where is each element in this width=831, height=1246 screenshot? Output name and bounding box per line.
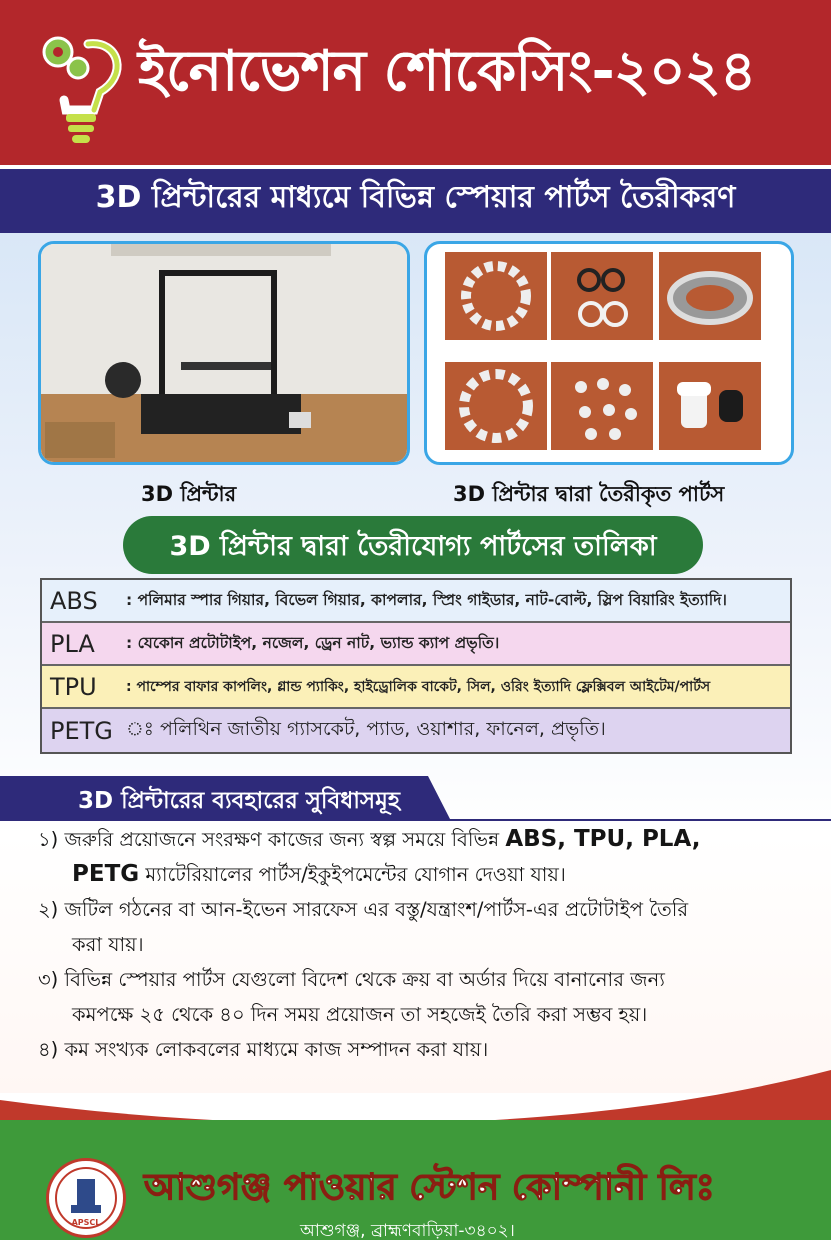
- benefit-1-line-1: [38, 822, 813, 857]
- seal-label: APSCL: [71, 1218, 101, 1227]
- benefit-materials: ABS, TPU, PLA,: [505, 826, 701, 852]
- benefits-title: 3D প্রিন্টারের ব্যবহারের সুবিধাসমূহ: [78, 788, 400, 814]
- sprocket-part-tile: [445, 362, 547, 450]
- material-code: PETG: [50, 716, 113, 745]
- innovation-bulb-logo: [36, 30, 132, 148]
- benefits-divider: [0, 819, 831, 821]
- benefit-3-line-2: কমপক্ষে ২৫ থেকে ৪০ দিন সময় প্রয়োজন তা সহজেই তৈরি করা সম্ভব হয়।: [72, 1003, 648, 1026]
- parts-photo-grid: [424, 241, 794, 465]
- materials-title: 3D প্রিন্টার দ্বারা তৈরীযোগ্য পার্টসের তালিকা: [169, 531, 657, 562]
- material-code: ABS: [50, 586, 98, 615]
- material-code: TPU: [50, 672, 97, 701]
- gear-part-tile: [445, 252, 547, 340]
- benefit-text: ম্যাটেরিয়ালের পার্টস/ইকুইপমেন্টের যোগান দেওয়া যায়।: [139, 863, 566, 886]
- materials-table: [40, 578, 792, 754]
- material-code: PLA: [50, 629, 95, 658]
- seal-part-tile: [659, 252, 761, 340]
- 3d-printer-illustration: [41, 244, 407, 462]
- material-row-tpu: [42, 666, 790, 709]
- benefit-text: ১) জরুরি প্রয়োজনে সংরক্ষণ কাজের জন্য স্বল্প সময়ে বিভিন্ন: [38, 828, 506, 851]
- bolts-part-tile: [551, 362, 653, 450]
- page-title: ইনোভেশন শোকেসিং-২০২৪: [138, 39, 756, 104]
- material-row-pla: [42, 623, 790, 666]
- benefit-2-line-2: করা যায়।: [72, 933, 144, 956]
- benefit-2-line-1: ২) জটিল গঠনের বা আন-ইভেন সারফেস এর বস্তু/যন্ত্রাংশ/পার্টস-এর প্রটোটাইপ তৈরি: [38, 898, 689, 921]
- material-desc: : যেকোন প্রটোটাইপ, নজেল, ড্রেন নাট, ভ্যান্ড ক্যাপ প্রভৃতি।: [126, 633, 500, 652]
- benefit-material-petg: PETG: [72, 861, 140, 887]
- printer-photo: [38, 241, 410, 465]
- material-row-abs: [42, 580, 790, 623]
- material-desc: ঃ পলিথিন জাতীয় গ্যাসকেট, প্যাড, ওয়াশার, ফানেল, প্রভৃতি।: [126, 717, 606, 740]
- company-address: আশুগঞ্জ, ব্রাহ্মণবাড়িয়া-৩৪০২।: [300, 1221, 515, 1241]
- oring-part-tile: [551, 252, 653, 340]
- subtitle-text: 3D প্রিন্টারের মাধ্যমে বিভিন্ন স্পেয়ার পার্টস তৈরীকরণ: [95, 180, 736, 215]
- printer-caption: 3D প্রিন্টার: [141, 482, 237, 506]
- company-name: আশুগঞ্জ পাওয়ার স্টেশন কোম্পানী লিঃ: [144, 1167, 715, 1208]
- parts-caption: 3D প্রিন্টার দ্বারা তৈরীকৃত পার্টস: [453, 482, 725, 506]
- nut-cap-part-tile: [659, 362, 761, 450]
- material-desc: : পলিমার স্পার গিয়ার, বিভেল গিয়ার, কাপলার, স্প্রিং গাইডার, নাট-বোল্ট, স্লিপ বিয়ারিং ইত্যাদি।: [126, 590, 727, 609]
- material-desc: : পাম্পের বাফার কাপলিং, গ্লান্ড প্যাকিং, হাইড্রোলিক বাকেট, সিল, ওরিং ইত্যাদি ফ্লেক্সিবল আইটেম/পার্টস: [126, 678, 711, 695]
- benefits-list: [38, 822, 813, 1067]
- benefit-3-line-1: ৩) বিভিন্ন স্পেয়ার পার্টস যেগুলো বিদেশ থেকে ক্রয় বা অর্ডার দিয়ে বানানোর জন্য: [38, 968, 665, 991]
- benefit-1-line-2: [38, 857, 813, 892]
- benefit-4-line-1: ৪) কম সংখ্যক লোকবলের মাধ্যমে কাজ সম্পাদন করা যায়।: [38, 1038, 489, 1061]
- material-row-petg: [42, 709, 790, 752]
- company-seal-logo: [46, 1158, 126, 1238]
